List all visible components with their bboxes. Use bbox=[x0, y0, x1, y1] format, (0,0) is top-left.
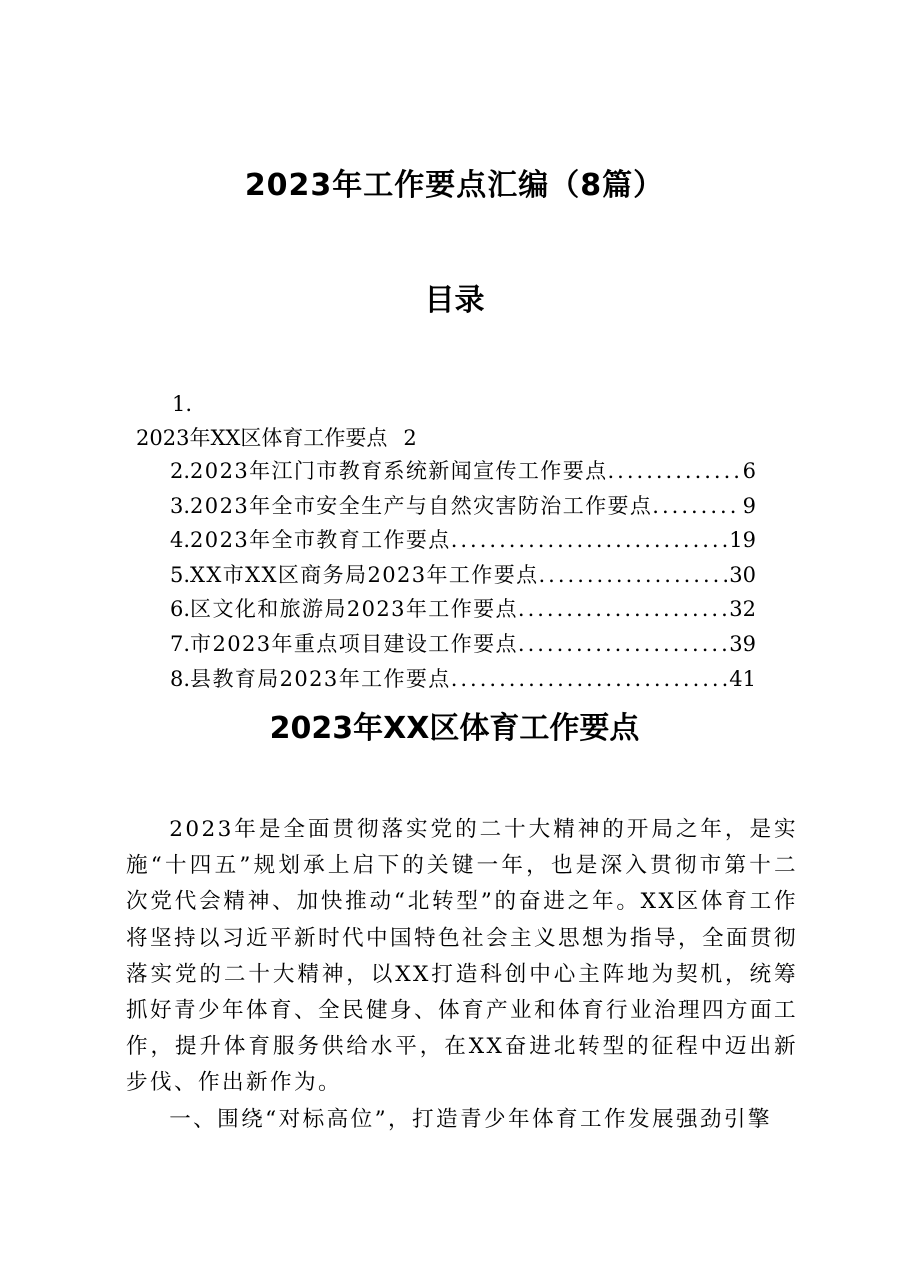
toc-leader-dots bbox=[451, 523, 728, 558]
toc-item-text: XX市XX区商务局2023年工作要点 bbox=[190, 562, 539, 587]
toc-item-text: 县教育局2023年工作要点 bbox=[190, 666, 451, 691]
toc-leader-dots bbox=[539, 558, 728, 593]
toc-item-page: 32 bbox=[729, 597, 756, 622]
toc-item-page: 6 bbox=[742, 459, 756, 483]
toc-leader-dots bbox=[518, 627, 727, 662]
toc-leader-dots bbox=[451, 662, 728, 697]
toc-leader-dots bbox=[608, 454, 741, 489]
toc-item-3[interactable] bbox=[170, 489, 756, 524]
toc-item-text: 区文化和旅游局2023年工作要点 bbox=[190, 597, 518, 622]
toc-item-page: 19 bbox=[729, 528, 756, 553]
toc-item-5[interactable] bbox=[170, 558, 756, 593]
toc-leader-dots bbox=[518, 592, 727, 627]
toc-item-page: 41 bbox=[729, 666, 756, 691]
section-heading-1: 一、围绕“对标高位”，打造青少年体育工作发展强劲引擎 bbox=[169, 1106, 772, 1132]
toc-item-text: 2023年江门市教育系统新闻宣传工作要点 bbox=[190, 459, 608, 483]
toc-item-number: 8. bbox=[170, 666, 191, 691]
section-title: 2023年XX区体育工作要点 bbox=[269, 711, 640, 746]
toc-item-page: 39 bbox=[729, 631, 756, 656]
toc-item-6[interactable] bbox=[170, 592, 756, 627]
toc-item-number: 6. bbox=[170, 597, 191, 622]
toc-item-1-number: 1. bbox=[172, 392, 193, 416]
toc-item-number: 5. bbox=[170, 562, 191, 587]
section-body bbox=[126, 812, 798, 1138]
toc-item-number: 3. bbox=[170, 493, 191, 518]
toc-leader-dots bbox=[652, 489, 740, 524]
toc-item-text: 2023年全市安全生产与自然灾害防治工作要点 bbox=[190, 493, 653, 518]
toc-item-1-text: 2023年XX区体育工作要点 bbox=[136, 426, 388, 450]
toc-item-number: 7. bbox=[170, 631, 191, 656]
toc-item-7[interactable] bbox=[170, 627, 756, 662]
toc-heading: 目录 bbox=[424, 283, 485, 318]
document-title: 2023年工作要点汇编（8篇） bbox=[244, 168, 665, 203]
toc-item-4[interactable] bbox=[170, 523, 756, 558]
toc-item-number: 4. bbox=[170, 528, 191, 553]
toc-item-page: 30 bbox=[729, 562, 756, 587]
toc-item-2[interactable] bbox=[170, 454, 756, 489]
toc-item-text: 2023年全市教育工作要点 bbox=[190, 528, 451, 553]
body-paragraph: 2023年是全面贯彻落实党的二十大精神的开局之年，是实施“十四五”规划承上启下的关键一年，也是深入贯彻市第十二次党代会精神、加快推动“北转型”的奋进之年。XX区体育工作将坚持以习近平新时代中国特色社会主义思想为指导，全面贯彻落实党的二十大精神，以XX打造科创中心主阵地为契机，统筹抓好青少年体育、全民健身、体育产业和体育行业治理四方面工作，提升体育服务供给水平，在XX奋进北转型的征程中迈出新步伐、作出新作为。 bbox=[126, 817, 798, 1096]
toc-item-1[interactable] bbox=[136, 423, 417, 453]
toc-list bbox=[170, 454, 756, 696]
toc-item-number: 2. bbox=[170, 459, 191, 483]
toc-item-page: 9 bbox=[742, 493, 756, 518]
toc-item-text: 市2023年重点项目建设工作要点 bbox=[190, 631, 518, 656]
toc-item-1-page: 2 bbox=[403, 426, 417, 450]
toc-item-8[interactable] bbox=[170, 662, 756, 697]
